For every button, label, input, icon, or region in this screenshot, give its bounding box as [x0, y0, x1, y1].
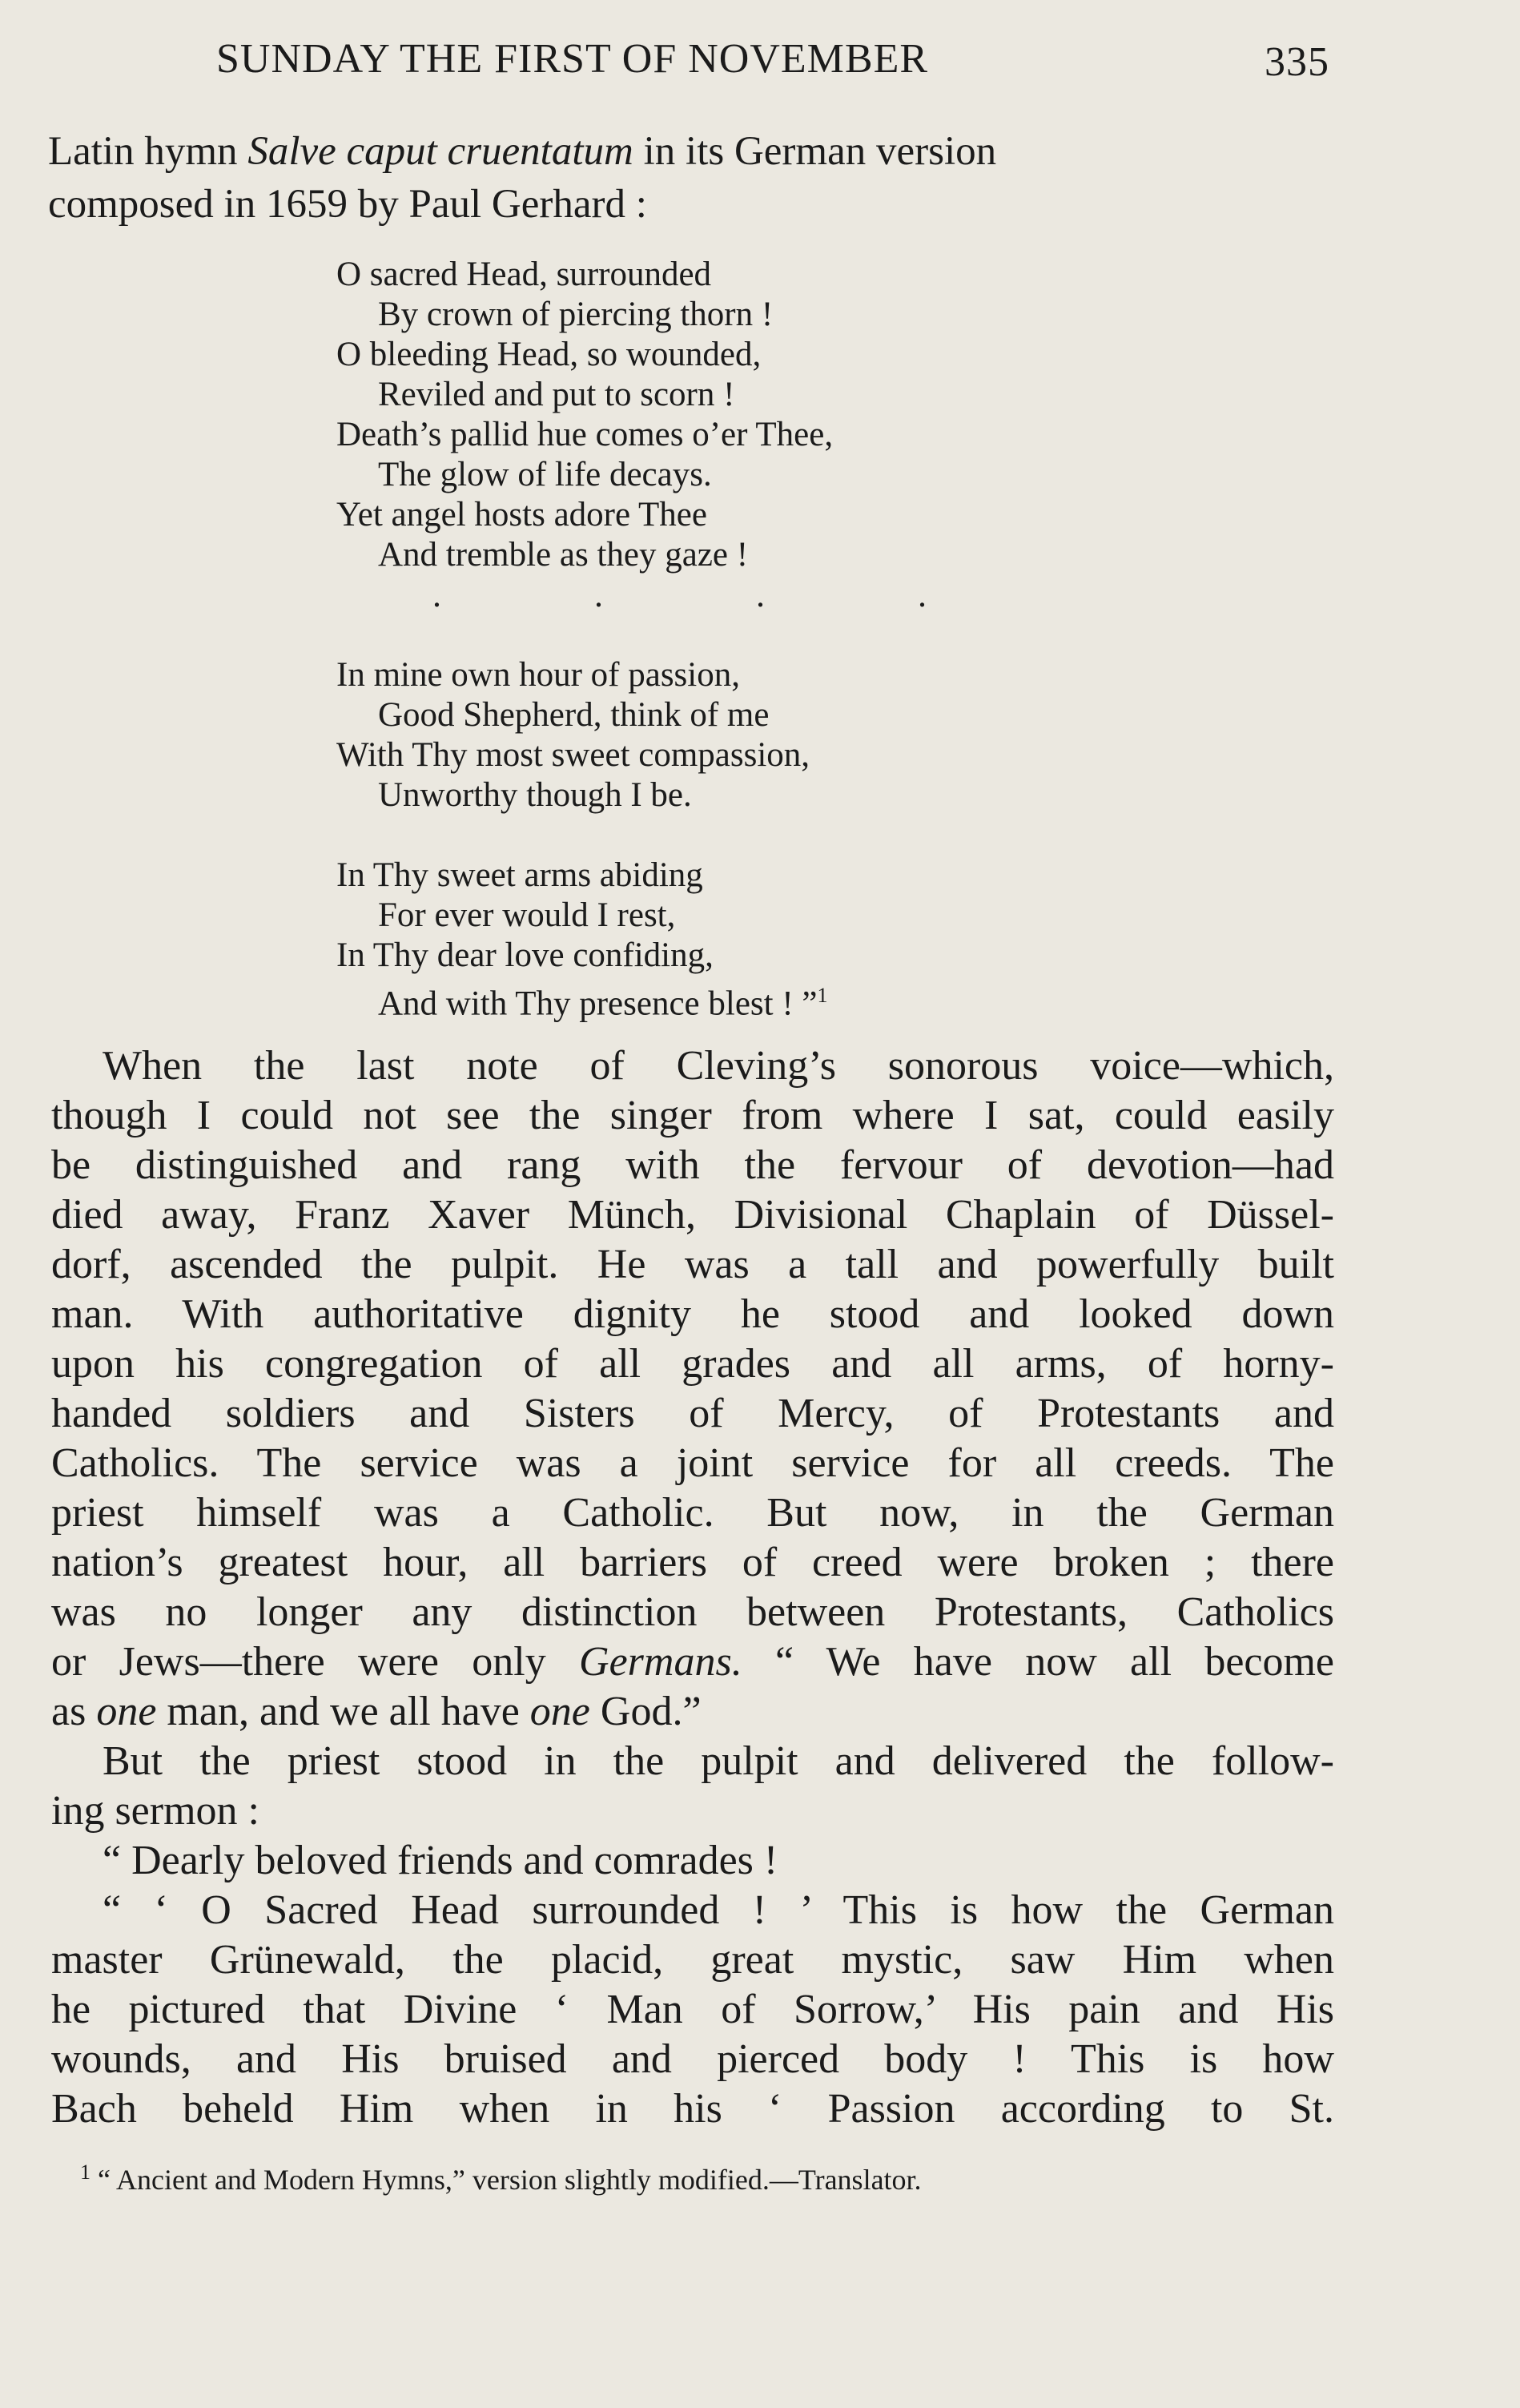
- text-line: When the last note of Cleving’s sonorous voice—which,: [103, 1043, 1334, 1089]
- poem-line: Yet angel hosts adore Thee: [336, 496, 707, 534]
- text-line: Catholics. The service was a joint service for all creeds. The: [51, 1440, 1334, 1486]
- poem-line: Unworthy though I be.: [378, 776, 692, 814]
- intro-paragraph: [48, 125, 1329, 231]
- footnote-reference: 1: [817, 984, 828, 1007]
- stanza-gap: [336, 615, 1137, 655]
- text-line: handed soldiers and Sisters of Mercy, of Protestants and: [51, 1391, 1334, 1436]
- text-line: as one man, and we all have one God.”: [51, 1689, 702, 1734]
- running-title: SUNDAY THE FIRST OF NOVEMBER: [216, 36, 929, 82]
- intro-line-2: composed in 1659 by Paul Gerhard :: [48, 182, 647, 227]
- text-line: be distinguished and rang with the fervour of devotion—had: [51, 1142, 1334, 1188]
- text-line: though I could not see the singer from where I sat, could easily: [51, 1093, 1334, 1138]
- poem-line: The glow of life decays.: [378, 456, 712, 493]
- text-line: dorf, ascended the pulpit. He was a tall and powerfully built: [51, 1242, 1334, 1287]
- poem-line: Death’s pallid hue comes o’er Thee,: [336, 416, 834, 453]
- text-line: died away, Franz Xaver Münch, Divisional Chaplain of Düssel-: [51, 1192, 1334, 1238]
- poem-line: Reviled and put to scorn !: [378, 376, 735, 413]
- footnote-text: “ Ancient and Modern Hymns,” version slightly modified.—Translator.: [90, 2164, 922, 2196]
- stanza-gap: [336, 815, 1137, 856]
- poem-line: O sacred Head, surrounded: [336, 256, 712, 293]
- text-line: “ Dearly beloved friends and comrades !: [103, 1838, 778, 1883]
- hymn-poem: [336, 255, 1137, 1024]
- poem-line: With Thy most sweet compassion,: [336, 736, 810, 774]
- footnote: [80, 2155, 1329, 2197]
- body-text: [51, 1041, 1334, 2134]
- text-line: or Jews—there were only Germans. “ We have now all become: [51, 1639, 1335, 1685]
- text-line: he pictured that Divine ‘ Man of Sorrow,’ His pain and His: [51, 1987, 1334, 2032]
- poem-line: In Thy sweet arms abiding: [336, 856, 703, 894]
- poem-ellipsis: . . . .: [432, 575, 999, 614]
- text-line: was no longer any distinction between Protestants, Catholics: [51, 1589, 1334, 1635]
- footnote-mark: 1: [80, 2160, 90, 2184]
- poem-line: O bleeding Head, so wounded,: [336, 336, 762, 373]
- text-line: master Grünewald, the placid, great mystic, saw Him when: [51, 1937, 1334, 1983]
- running-header: [216, 35, 1329, 99]
- poem-line: Good Shepherd, think of me: [378, 696, 770, 734]
- text-line: Bach beheld Him when in his ‘ Passion according to St.: [51, 2086, 1334, 2132]
- text-line: wounds, and His bruised and pierced body ! This is how: [51, 2036, 1334, 2082]
- text-line: “ ‘ O Sacred Head surrounded ! ’ This is how the German: [103, 1887, 1334, 1933]
- text-line: upon his congregation of all grades and all arms, of horny-: [51, 1341, 1334, 1387]
- page-number: 335: [1265, 39, 1329, 85]
- intro-line-1: Latin hymn Salve caput cruentatum in its German version: [48, 129, 997, 174]
- poem-line: And tremble as they gaze !: [378, 536, 749, 574]
- hymn-title: Salve caput cruentatum: [247, 129, 633, 174]
- poem-line: By crown of piercing thorn !: [378, 296, 774, 333]
- text-line: nation’s greatest hour, all barriers of creed were broken ; there: [51, 1540, 1334, 1585]
- poem-line: In Thy dear love confiding,: [336, 936, 714, 974]
- poem-line: And with Thy presence blest ! ”$^1$: [378, 984, 828, 1023]
- poem-line: For ever would I rest,: [378, 896, 676, 934]
- poem-line: In mine own hour of passion,: [336, 656, 740, 694]
- text-line: But the priest stood in the pulpit and delivered the follow-: [103, 1738, 1334, 1784]
- text-line: man. With authoritative dignity he stood and looked down: [51, 1291, 1334, 1337]
- text-line: priest himself was a Catholic. But now, in the German: [51, 1490, 1334, 1536]
- text-line: ing sermon :: [51, 1788, 259, 1834]
